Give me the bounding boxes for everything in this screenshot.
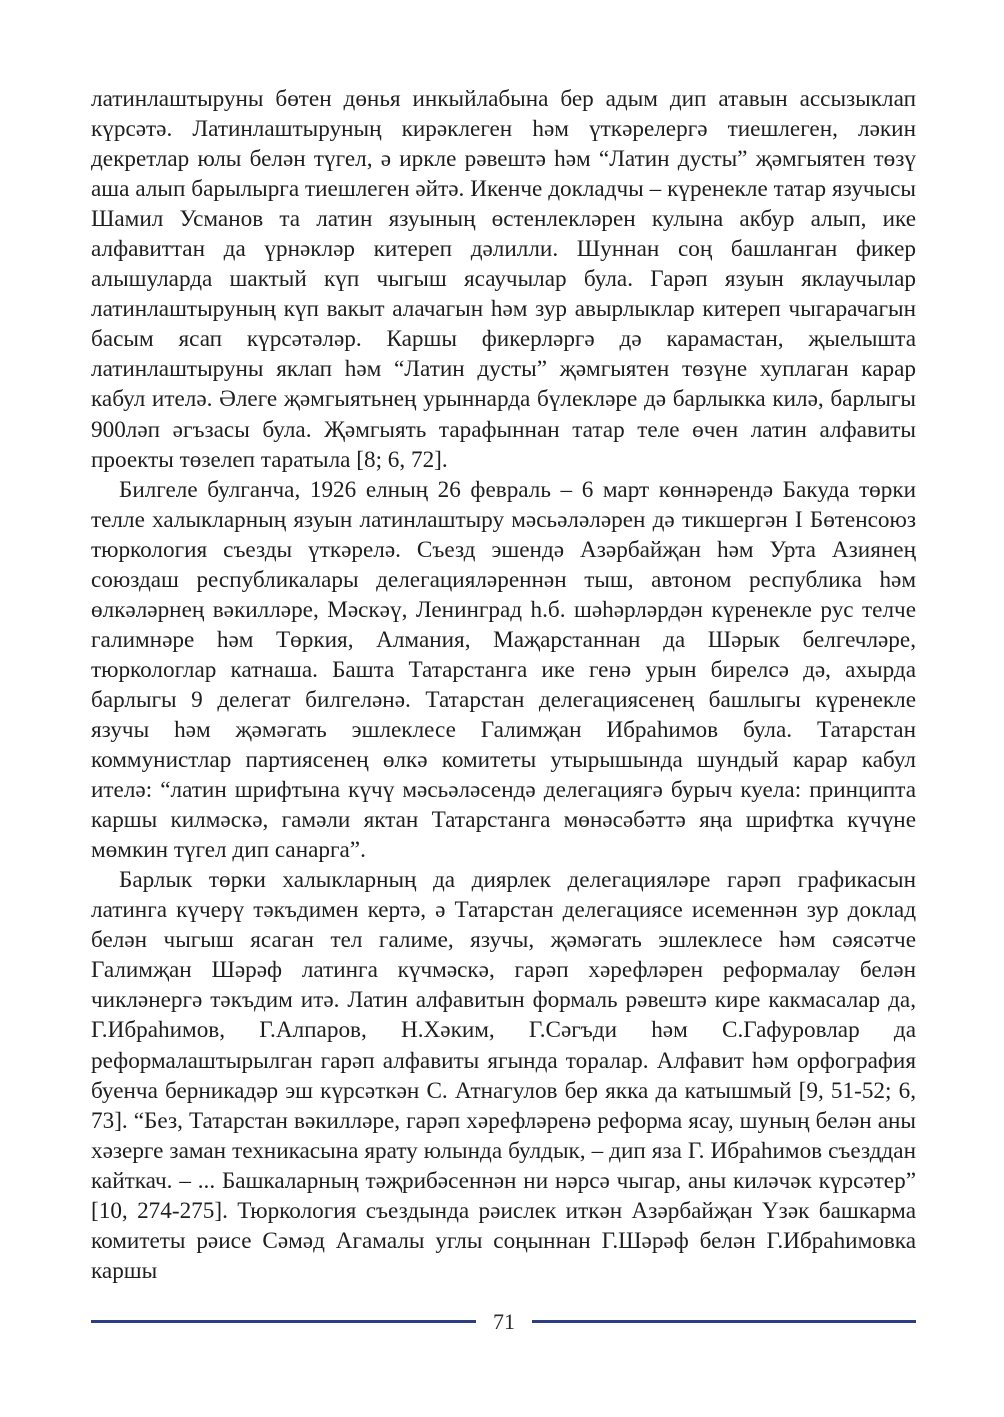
footer-rule-right <box>532 1320 916 1323</box>
paragraph-1: латинлаштыруны бөтен дөнья инкыйлабына бер адым дип атавын ассызыклап күрсәтә. Латинлаштыруның кирәклеген һәм үткәрелергә тиешлеген, ләкин декретлар юлы белән түгел, ә иркле рәвештә һәм “Латин дусты” җәмгыятен төзү аша алып барылырга тиешлеген әйтә. Икенче докладчы – күренекле татар язучысы Шамил Усманов та латин язуының өстенлекләрен кулына акбур алып, ике алфавиттан да үрнәкләр китереп дәлилли. Шуннан соң башланган фикер алышуларда шактый күп чыгыш ясаучылар була. Гарәп язуын яклаучылар латинлаштыруның күп вакыт алачагын һәм зур авырлыклар китереп чыгарачагын басым ясап күрсәтәләр. Каршы фикерләргә дә карамастан, җыелышта латинлаштыруны яклап һәм “Латин дусты” җәмгыятен төзүне хуплаган карар кабул ителә. Әлеге җәмгыятьнең урыннарда бүлекләре дә барлыкка килә, барлыгы 900ләп әгъзасы була. Җәмгыять тарафыннан татар теле өчен латин алфавиты проекты төзелеп таратыла [8; 6, 72]. <box>91 86 916 473</box>
paragraph-2: Билгеле булганча, 1926 елның 26 февраль – 6 март көннәрендә Бакуда төрки телле халыкларның язуын латинлаштыру мәсьәләләрен дә тикшергән I Бөтенсоюз тюркология съезды үткәрелә. Съезд эшендә Азәрбайҗан һәм Урта Азиянең союздаш республикалары делегацияләреннән тыш, автоном республика һәм өлкәләрнең вәкилләре, Мәскәү, Ленинград һ.б. шәһәрләрдән күренекле рус телче галимнәре һәм Төркия, Алмания, Маҗарстаннан да Шәрык белгечләре, тюркологлар катнаша. Башта Татарстанга ике генә урын бирелсә дә, ахырда барлыгы 9 делегат билгеләнә. Татарстан делегациясенең башлыгы күренекле язучы һәм җәмәгать эшлеклесе Галимҗан Ибраһимов була. Татарстан коммунистлар партиясенең өлкә комитеты утырышында шундый карар кабул ителә: “латин шрифтына күчү мәсьәләсендә делегациягә бурыч куела: принципта каршы килмәскә, гамәли яктан Татарстанга мөнәсәбәттә яңа шрифтка күчүне мөмкин түгел дип санарга”. <box>91 476 916 864</box>
body-text <box>91 84 916 1286</box>
paragraph-3: Барлык төрки халыкларның да диярлек делегацияләре гарәп графикасын латинга күчерү тәкъдимен кертә, ә Татарстан делегациясе исеменнән зур доклад белән чыгыш ясаган тел галиме, язучы, җәмәгать эшлеклесе һәм сәясәтче Галимҗан Шәрәф латинга күчмәскә, гарәп хәрефләрен реформалау белән чикләнергә тәкъдим итә. Латин алфавитын формаль рәвештә кире какмасалар да, Г.Ибраһимов, Г.Алпаров, Н.Хәким, Г.Сәгъди һәм С.Гафуровлар да реформалаштырылган гарәп алфавиты ягында торалар. Алфавит һәм орфография буенча берникадәр эш күрсәткән С. Атнагулов бер якка да катышмый [9, 51-52; 6, 73]. “Без, Татарстан вәкилләре, гарәп хәрефләренә реформа ясау, шуның белән аны хәзерге заман техникасына ярату юлында булдык, – дип яза Г. Ибраһимов съезддан кайткач. – ... Башкаларның тәҗрибәсеннән ни нәрсә чыгар, аны киләчәк күрсәтер” [10, 274-275]. Тюркология съездында рәислек иткән Азәрбайҗан Үзәк башкарма комитеты рәисе Сәмәд Агамалы углы соңыннан Г.Шәрәф белән Г.Ибраһимовка каршы <box>91 867 916 1284</box>
page-footer <box>91 1307 916 1337</box>
page-number: 71 <box>493 1309 515 1334</box>
footer-rule-left <box>91 1320 476 1323</box>
